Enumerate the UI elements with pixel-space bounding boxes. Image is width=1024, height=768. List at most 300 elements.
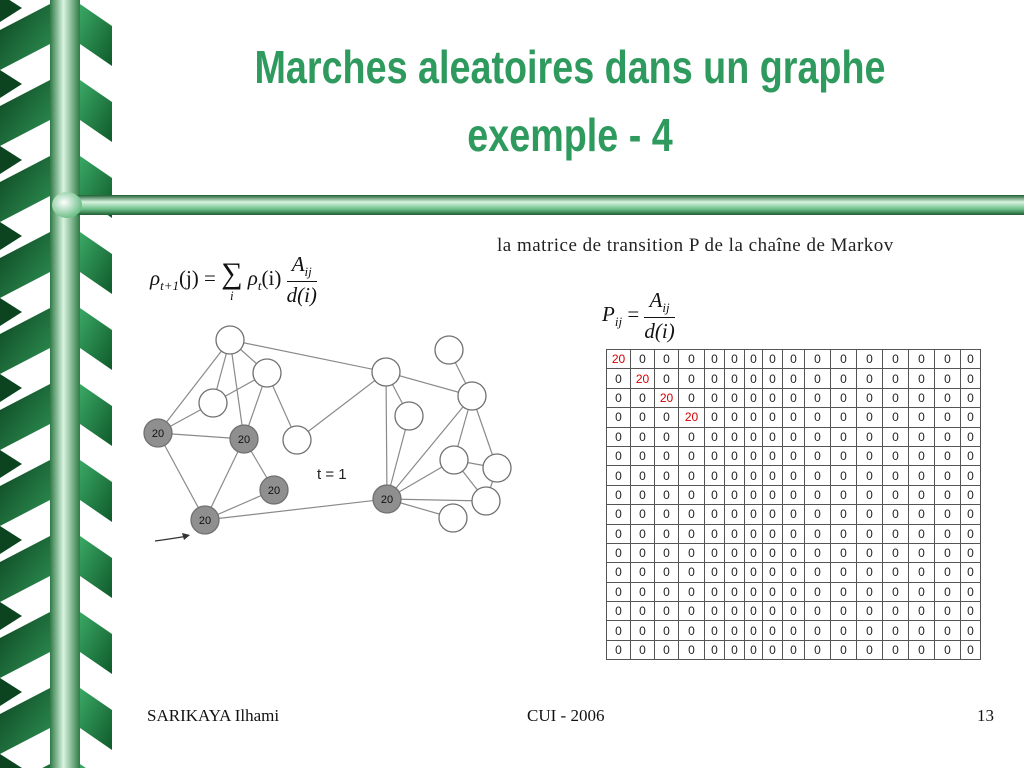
graph-edge: [230, 340, 386, 372]
matrix-cell: 0: [725, 427, 745, 446]
matrix-cell: 0: [831, 369, 857, 388]
matrix-cell: 0: [909, 350, 935, 369]
graph-node: [199, 389, 227, 417]
matrix-cell: 0: [883, 388, 909, 407]
matrix-cell: 0: [725, 543, 745, 562]
matrix-row: [607, 408, 981, 427]
matrix-row: [607, 582, 981, 601]
matrix-cell: 0: [783, 640, 805, 659]
graph-node: [435, 336, 463, 364]
matrix-cell: 0: [655, 640, 679, 659]
matrix-cell: 0: [805, 369, 831, 388]
matrix-cell: 0: [831, 485, 857, 504]
matrix-cell: 0: [783, 485, 805, 504]
matrix-cell: 0: [883, 350, 909, 369]
matrix-cell: 0: [909, 369, 935, 388]
matrix-cell: 0: [961, 640, 981, 659]
matrix-cell: 0: [679, 350, 705, 369]
matrix-cell: 0: [783, 582, 805, 601]
matrix-cell: 0: [783, 350, 805, 369]
matrix-cell: 0: [857, 505, 883, 524]
matrix-cell: 0: [679, 369, 705, 388]
matrix-caption: la matrice de transition P de la chaîne de Markov: [497, 235, 894, 256]
matrix-cell: 0: [607, 446, 631, 465]
matrix-cell: 0: [783, 505, 805, 524]
footer-author: SARIKAYA Ilhami: [147, 706, 280, 725]
graph-node: [472, 487, 500, 515]
matrix-cell: 0: [631, 350, 655, 369]
matrix-cell: 0: [763, 427, 783, 446]
matrix-cell: 0: [763, 640, 783, 659]
matrix-cell: 0: [607, 466, 631, 485]
matrix-cell: 0: [679, 485, 705, 504]
matrix-cell: 0: [745, 485, 763, 504]
matrix-cell: 0: [805, 466, 831, 485]
matrix-cell: 0: [705, 466, 725, 485]
graph-node: [439, 504, 467, 532]
matrix-cell: 0: [831, 505, 857, 524]
matrix-cell: 0: [607, 408, 631, 427]
matrix-cell: 0: [831, 582, 857, 601]
matrix-cell: 0: [631, 621, 655, 640]
matrix-cell: 0: [725, 446, 745, 465]
matrix-cell: 0: [857, 466, 883, 485]
matrix-cell: 0: [857, 485, 883, 504]
graph-edge: [297, 372, 386, 440]
graph-node: [283, 426, 311, 454]
matrix-cell: 0: [705, 563, 725, 582]
matrix-cell: 0: [705, 446, 725, 465]
matrix-cell: 0: [909, 446, 935, 465]
matrix-cell: 0: [725, 388, 745, 407]
matrix-row: [607, 524, 981, 543]
matrix-cell: 0: [857, 427, 883, 446]
matrix-cell: 0: [883, 446, 909, 465]
matrix-cell: 0: [883, 524, 909, 543]
matrix-cell: 0: [883, 427, 909, 446]
matrix-cell: 0: [631, 602, 655, 621]
matrix-cell: 0: [745, 640, 763, 659]
matrix-cell: 0: [631, 485, 655, 504]
matrix-cell: 0: [705, 582, 725, 601]
matrix-cell: 0: [631, 563, 655, 582]
matrix-cell: 0: [831, 543, 857, 562]
matrix-cell: 0: [679, 582, 705, 601]
matrix-cell: 0: [883, 602, 909, 621]
matrix-cell: 0: [763, 485, 783, 504]
matrix-cell: 0: [607, 485, 631, 504]
matrix-cell: 0: [935, 408, 961, 427]
matrix-cell: 0: [631, 543, 655, 562]
matrix-cell: 0: [655, 582, 679, 601]
matrix-cell: 0: [607, 524, 631, 543]
matrix-cell: 0: [725, 485, 745, 504]
rho-update-formula: $\rho_{t+1}(j)$ = ∑ i $\rho_t(i)$ $\frac{A_{ij}}{d(i)}$: [150, 252, 317, 308]
matrix-cell: 0: [655, 621, 679, 640]
matrix-cell: 0: [705, 602, 725, 621]
matrix-cell: 0: [857, 640, 883, 659]
matrix-cell: 0: [935, 602, 961, 621]
matrix-cell: 0: [909, 602, 935, 621]
matrix-row: [607, 621, 981, 640]
matrix-cell: 0: [883, 466, 909, 485]
matrix-cell: 0: [857, 621, 883, 640]
matrix-cell: 0: [831, 446, 857, 465]
matrix-cell: 0: [655, 505, 679, 524]
matrix-cell: 0: [745, 582, 763, 601]
matrix-row: [607, 446, 981, 465]
matrix-cell: 0: [805, 446, 831, 465]
matrix-cell: 0: [679, 446, 705, 465]
matrix-cell: 0: [783, 543, 805, 562]
matrix-cell: 0: [783, 427, 805, 446]
matrix-cell: 0: [909, 505, 935, 524]
matrix-cell: 0: [725, 524, 745, 543]
matrix-cell: 20: [607, 350, 631, 369]
slide-title-line-1: Marches aleatoires dans un graphe: [254, 41, 886, 93]
graph-edge: [158, 340, 230, 433]
matrix-cell: 0: [705, 369, 725, 388]
matrix-cell: 0: [857, 446, 883, 465]
matrix-cell: 0: [961, 350, 981, 369]
matrix-cell: 0: [783, 369, 805, 388]
matrix-cell: 0: [607, 369, 631, 388]
graph-node-label: 20: [151, 428, 165, 440]
matrix-cell: 20: [655, 388, 679, 407]
matrix-cell: 20: [679, 408, 705, 427]
matrix-cell: 0: [763, 388, 783, 407]
matrix-cell: 0: [607, 388, 631, 407]
matrix-cell: 0: [655, 350, 679, 369]
matrix-cell: 0: [909, 640, 935, 659]
matrix-cell: 0: [805, 350, 831, 369]
matrix-cell: 0: [655, 524, 679, 543]
matrix-cell: 0: [705, 388, 725, 407]
graph-node: [372, 358, 400, 386]
matrix-cell: 0: [655, 602, 679, 621]
matrix-cell: 0: [857, 350, 883, 369]
matrix-row: [607, 640, 981, 659]
matrix-cell: 0: [831, 466, 857, 485]
matrix-cell: 0: [935, 350, 961, 369]
matrix-cell: 0: [763, 369, 783, 388]
graph-node-label: 20: [198, 515, 212, 527]
matrix-cell: 0: [883, 408, 909, 427]
matrix-cell: 0: [909, 582, 935, 601]
matrix-cell: 0: [655, 485, 679, 504]
matrix-cell: 0: [725, 408, 745, 427]
matrix-cell: 0: [679, 621, 705, 640]
page-number: 13: [977, 706, 994, 725]
matrix-cell: 0: [783, 563, 805, 582]
matrix-cell: 0: [607, 543, 631, 562]
matrix-cell: 0: [909, 427, 935, 446]
matrix-cell: 0: [725, 640, 745, 659]
matrix-cell: 0: [607, 563, 631, 582]
matrix-cell: 0: [883, 485, 909, 504]
matrix-row: [607, 505, 981, 524]
matrix-cell: 0: [631, 505, 655, 524]
matrix-cell: 0: [631, 640, 655, 659]
matrix-row: [607, 427, 981, 446]
matrix-cell: 0: [935, 446, 961, 465]
matrix-cell: 0: [631, 582, 655, 601]
matrix-row: [607, 602, 981, 621]
matrix-cell: 0: [805, 640, 831, 659]
matrix-cell: 0: [805, 427, 831, 446]
matrix-cell: 0: [909, 466, 935, 485]
matrix-cell: 0: [961, 408, 981, 427]
matrix-cell: 0: [935, 524, 961, 543]
matrix-cell: 0: [631, 466, 655, 485]
matrix-cell: 0: [805, 485, 831, 504]
matrix-cell: 0: [961, 388, 981, 407]
matrix-cell: 0: [935, 466, 961, 485]
matrix-cell: 0: [805, 602, 831, 621]
matrix-cell: 0: [909, 408, 935, 427]
matrix-cell: 0: [857, 582, 883, 601]
matrix-cell: 0: [763, 446, 783, 465]
matrix-cell: 0: [857, 524, 883, 543]
matrix-cell: 0: [783, 466, 805, 485]
matrix-cell: 0: [883, 369, 909, 388]
matrix-cell: 0: [961, 369, 981, 388]
matrix-cell: 0: [745, 350, 763, 369]
matrix-cell: 0: [631, 427, 655, 446]
matrix-cell: 0: [679, 563, 705, 582]
matrix-row: [607, 466, 981, 485]
matrix-cell: 0: [655, 563, 679, 582]
matrix-cell: 0: [961, 524, 981, 543]
matrix-cell: 0: [805, 621, 831, 640]
matrix-cell: 0: [961, 602, 981, 621]
matrix-cell: 0: [725, 466, 745, 485]
matrix-cell: 0: [883, 505, 909, 524]
matrix-cell: 0: [935, 563, 961, 582]
matrix-cell: 0: [805, 408, 831, 427]
matrix-cell: 0: [745, 543, 763, 562]
matrix-cell: 20: [631, 369, 655, 388]
graph-node: [440, 446, 468, 474]
matrix-cell: 0: [935, 640, 961, 659]
matrix-cell: 0: [935, 543, 961, 562]
matrix-cell: 0: [745, 524, 763, 543]
matrix-cell: 0: [725, 369, 745, 388]
matrix-cell: 0: [763, 524, 783, 543]
matrix-cell: 0: [763, 582, 783, 601]
matrix-cell: 0: [831, 524, 857, 543]
matrix-cell: 0: [883, 582, 909, 601]
matrix-cell: 0: [631, 408, 655, 427]
matrix-cell: 0: [961, 543, 981, 562]
matrix-row: [607, 369, 981, 388]
matrix-cell: 0: [745, 602, 763, 621]
matrix-cell: 0: [857, 388, 883, 407]
matrix-cell: 0: [705, 485, 725, 504]
matrix-cell: 0: [831, 563, 857, 582]
matrix-cell: 0: [783, 446, 805, 465]
title-divider-bar: [52, 192, 1024, 218]
matrix-cell: 0: [655, 427, 679, 446]
matrix-cell: 0: [679, 427, 705, 446]
graph-node: [395, 402, 423, 430]
matrix-row: [607, 388, 981, 407]
graph-node: [253, 359, 281, 387]
matrix-cell: 0: [805, 505, 831, 524]
matrix-cell: 0: [725, 350, 745, 369]
matrix-cell: 0: [655, 408, 679, 427]
walker-arrow-head: [182, 533, 190, 540]
matrix-cell: 0: [655, 369, 679, 388]
matrix-cell: 0: [961, 582, 981, 601]
matrix-cell: 0: [607, 427, 631, 446]
matrix-cell: 0: [961, 485, 981, 504]
matrix-cell: 0: [679, 524, 705, 543]
matrix-cell: 0: [783, 388, 805, 407]
matrix-cell: 0: [607, 602, 631, 621]
matrix-cell: 0: [831, 602, 857, 621]
matrix-cell: 0: [909, 563, 935, 582]
matrix-cell: 0: [631, 524, 655, 543]
matrix-cell: 0: [725, 505, 745, 524]
matrix-cell: 0: [745, 621, 763, 640]
matrix-cell: 0: [763, 466, 783, 485]
matrix-cell: 0: [831, 408, 857, 427]
matrix-cell: 0: [725, 621, 745, 640]
matrix-cell: 0: [679, 543, 705, 562]
matrix-cell: 0: [745, 369, 763, 388]
matrix-cell: 0: [655, 543, 679, 562]
matrix-cell: 0: [909, 621, 935, 640]
matrix-cell: 0: [745, 563, 763, 582]
matrix-cell: 0: [831, 640, 857, 659]
matrix-cell: 0: [883, 621, 909, 640]
matrix-cell: 0: [909, 524, 935, 543]
matrix-cell: 0: [935, 427, 961, 446]
matrix-cell: 0: [705, 640, 725, 659]
matrix-cell: 0: [831, 350, 857, 369]
time-step-label: t = 1: [317, 466, 347, 483]
matrix-cell: 0: [805, 524, 831, 543]
matrix-cell: 0: [745, 408, 763, 427]
matrix-cell: 0: [883, 563, 909, 582]
matrix-cell: 0: [857, 563, 883, 582]
transition-matrix-formula: $P_{ij}$ = $\frac{A_{ij}}{d(i)}$: [602, 288, 675, 344]
matrix-cell: 0: [961, 563, 981, 582]
matrix-cell: 0: [857, 408, 883, 427]
matrix-cell: 0: [607, 582, 631, 601]
matrix-cell: 0: [679, 388, 705, 407]
transition-matrix-table: [606, 349, 981, 660]
matrix-cell: 0: [725, 602, 745, 621]
matrix-cell: 0: [745, 505, 763, 524]
matrix-cell: 0: [783, 621, 805, 640]
matrix-row: [607, 350, 981, 369]
matrix-cell: 0: [961, 621, 981, 640]
matrix-cell: 0: [607, 640, 631, 659]
graph-node-label: 20: [380, 494, 394, 506]
matrix-cell: 0: [857, 602, 883, 621]
matrix-row: [607, 563, 981, 582]
matrix-cell: 0: [961, 446, 981, 465]
matrix-cell: 0: [705, 524, 725, 543]
matrix-cell: 0: [725, 582, 745, 601]
matrix-cell: 0: [783, 408, 805, 427]
matrix-cell: 0: [831, 621, 857, 640]
matrix-cell: 0: [705, 543, 725, 562]
matrix-cell: 0: [655, 466, 679, 485]
matrix-row: [607, 485, 981, 504]
matrix-cell: 0: [679, 505, 705, 524]
matrix-cell: 0: [763, 543, 783, 562]
matrix-cell: 0: [679, 602, 705, 621]
matrix-cell: 0: [857, 369, 883, 388]
matrix-cell: 0: [607, 621, 631, 640]
decorative-ribbon-pole: [0, 0, 115, 768]
matrix-cell: 0: [831, 427, 857, 446]
matrix-cell: 0: [831, 388, 857, 407]
matrix-cell: 0: [607, 505, 631, 524]
matrix-cell: 0: [763, 350, 783, 369]
matrix-cell: 0: [763, 563, 783, 582]
graph-edge: [158, 433, 205, 520]
matrix-cell: 0: [909, 485, 935, 504]
matrix-cell: 0: [935, 485, 961, 504]
graph-node-label: 20: [237, 434, 251, 446]
matrix-cell: 0: [745, 427, 763, 446]
footer-event: CUI - 2006: [527, 706, 605, 725]
matrix-cell: 0: [745, 466, 763, 485]
matrix-cell: 0: [705, 621, 725, 640]
matrix-cell: 0: [745, 446, 763, 465]
graph-node: [458, 382, 486, 410]
matrix-cell: 0: [763, 621, 783, 640]
matrix-cell: 0: [961, 427, 981, 446]
graph-edge: [205, 499, 387, 520]
matrix-cell: 0: [745, 388, 763, 407]
matrix-cell: 0: [935, 621, 961, 640]
matrix-cell: 0: [883, 640, 909, 659]
matrix-cell: 0: [961, 505, 981, 524]
slide-title-line-2: exemple - 4: [467, 109, 673, 161]
matrix-cell: 0: [805, 563, 831, 582]
matrix-cell: 0: [705, 408, 725, 427]
graph-edge: [387, 499, 486, 501]
matrix-cell: 0: [763, 408, 783, 427]
matrix-cell: 0: [705, 350, 725, 369]
matrix-cell: 0: [883, 543, 909, 562]
matrix-cell: 0: [783, 602, 805, 621]
matrix-cell: 0: [805, 582, 831, 601]
random-walk-graph: [140, 315, 520, 545]
matrix-cell: 0: [763, 602, 783, 621]
matrix-cell: 0: [763, 505, 783, 524]
matrix-cell: 0: [705, 505, 725, 524]
graph-node-label: 20: [267, 485, 281, 497]
matrix-cell: 0: [909, 388, 935, 407]
matrix-cell: 0: [935, 582, 961, 601]
matrix-cell: 0: [909, 543, 935, 562]
matrix-cell: 0: [857, 543, 883, 562]
matrix-cell: 0: [935, 505, 961, 524]
matrix-cell: 0: [679, 640, 705, 659]
matrix-cell: 0: [705, 427, 725, 446]
matrix-cell: 0: [783, 524, 805, 543]
matrix-cell: 0: [655, 446, 679, 465]
matrix-cell: 0: [805, 543, 831, 562]
graph-edge: [386, 372, 387, 499]
matrix-cell: 0: [805, 388, 831, 407]
